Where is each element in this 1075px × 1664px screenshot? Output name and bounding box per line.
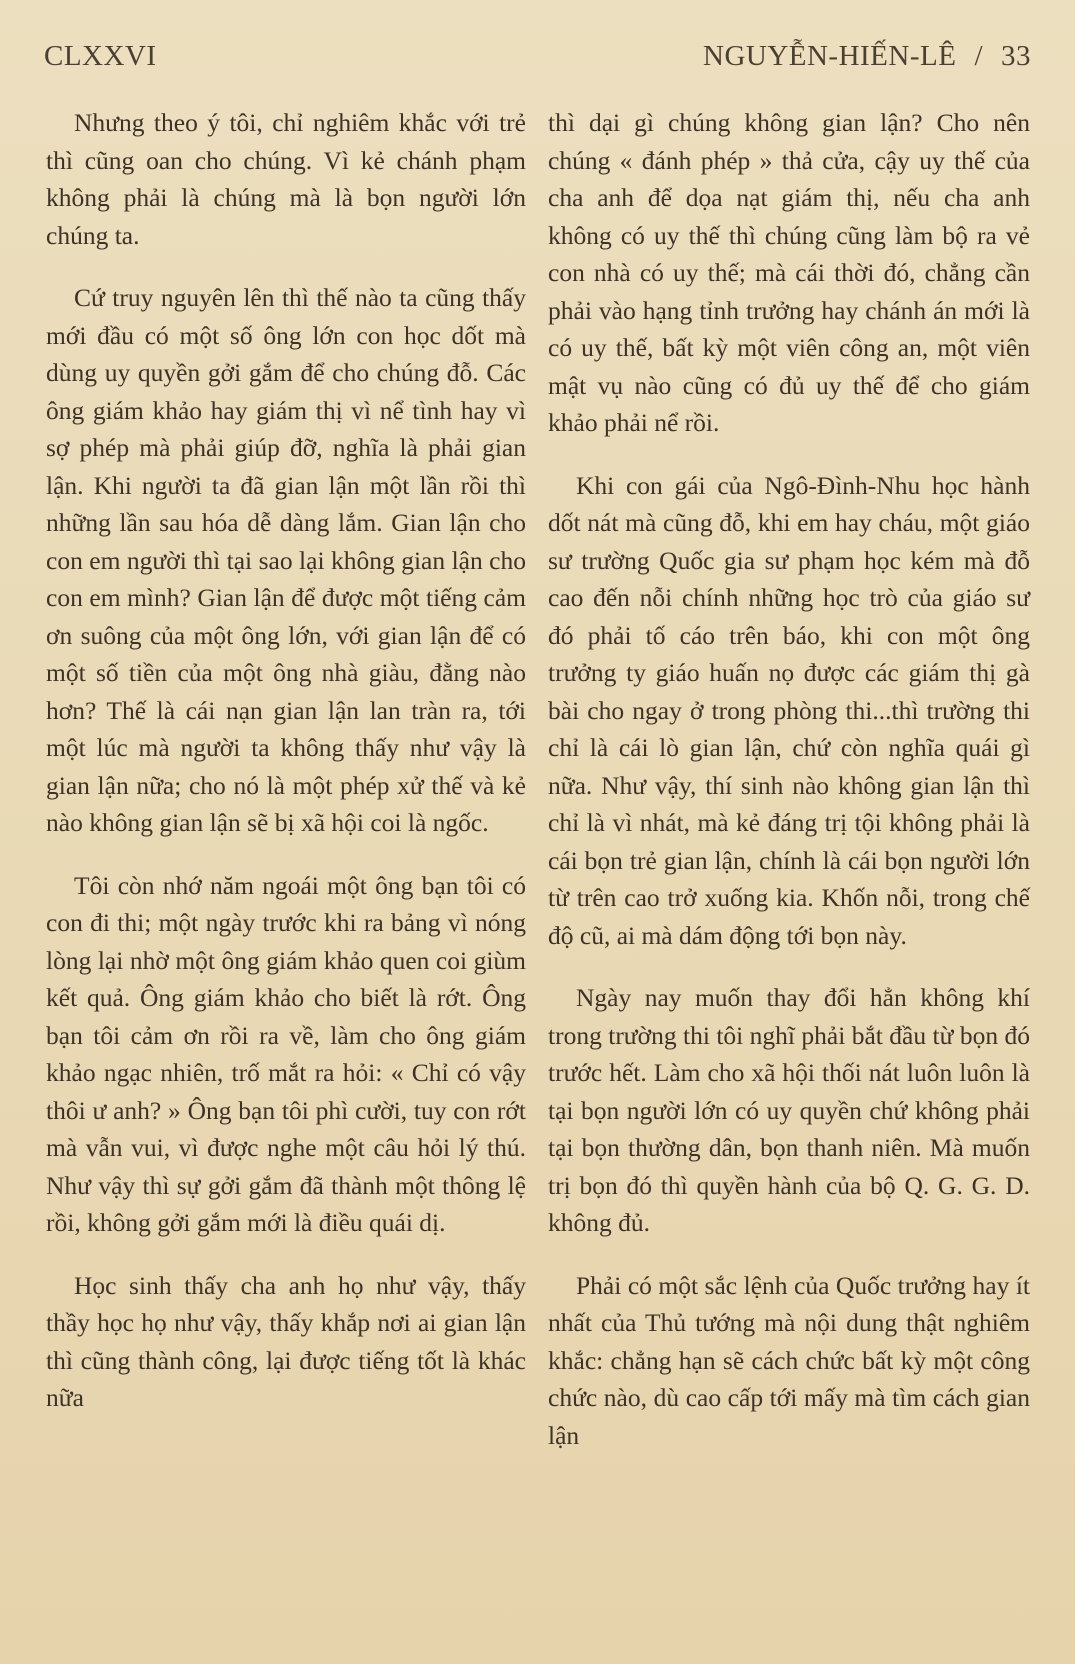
author-name: NGUYỄN-HIẾN-LÊ (703, 39, 957, 72)
paragraph: Khi con gái của Ngô-Đình-Nhu học hành dốt nát mà cũng đỗ, khi em hay cháu, một giáo sư trường Quốc gia sư phạm học kém mà đỗ cao đến nỗi chính những học trò của giáo sư đó phải tố cáo trên báo, khi con một ông trưởng ty giáo huấn nọ được các giám thị gà bài cho ngay ở trong phòng thi...thì trường thi chỉ là cái lò gian lận, chứ còn nghĩa quái gì nữa. Như vậy, thí sinh nào không gian lận thì chỉ là vì nhát, mà kẻ đáng trị tội không phải là cái bọn trẻ gian lận, chính là cái bọn người lớn từ trên cao trở xuống kia. Khốn nỗi, trong chế độ cũ, ai mà dám động tới bọn này. (548, 470, 1030, 950)
paragraph-continued: thì dại gì chúng không gian lận? Cho nên chúng « đánh phép » thả cửa, cậy uy thế của cha anh để dọa nạt giám thị, nếu cha anh không có uy thế thì chúng cũng làm bộ ra vẻ con nhà có uy thế; mà cái thời đó, chẳng cần phải vào hạng tỉnh trưởng hay chánh án mới là có uy thế, bất kỳ một viên công an, một viên mật vụ nào cũng có đủ uy thế để cho giám khảo phải nể rồi. (548, 108, 1030, 437)
page-number: 33 (1001, 39, 1031, 72)
header-separator: / (974, 39, 983, 72)
running-header (44, 36, 1031, 76)
paragraph: Tôi còn nhớ năm ngoái một ông bạn tôi có con đi thi; một ngày trước khi ra bảng vì nóng lòng lại nhờ một ông giám khảo quen coi giùm kết quả. Ông giám khảo cho biết là rớt. Ông bạn tôi cảm ơn rồi ra về, làm cho ông giám khảo ngạc nhiên, trố mắt ra hỏi: « Chỉ có vậy thôi ư anh? » Ông bạn tôi phì cười, tuy con rớt mà vẫn vui, vì được nghe một câu hỏi lý thú. Như vậy thì sự gởi gắm đã thành một thông lệ rồi, không gởi gắm mới là điều quái dị. (46, 870, 526, 1237)
paragraph: Nhưng theo ý tôi, chỉ nghiêm khắc với trẻ thì cũng oan cho chúng. Vì kẻ chánh phạm không phải là chúng mà là bọn người lớn chúng ta. (46, 108, 526, 250)
paragraph: Ngày nay muốn thay đổi hẳn không khí trong trường thi tôi nghĩ phải bắt đầu từ bọn đó trước hết. Làm cho xã hội thối nát luôn luôn là tại bọn người lớn có uy quyền chứ không phải tại bọn thường dân, bọn thanh niên. Mà muốn trị bọn đó thì quyền hành của bộ Q. G. G. D. không đủ. (548, 983, 1030, 1237)
right-column (548, 104, 1030, 1664)
left-column (46, 104, 526, 1664)
paragraph: Học sinh thấy cha anh họ như vậy, thấy thầy học họ như vậy, thấy khắp nơi ai gian lận thì cũng thành công, lại được tiếng tốt là khác nữa (46, 1270, 526, 1412)
paragraph: Cứ truy nguyên lên thì thế nào ta cũng thấy mới đầu có một số ông lớn con học dốt mà dùng uy quyền gởi gắm để cho chúng đỗ. Các ông giám khảo hay giám thị vì nể tình hay vì sợ phép mà phải giúp đỡ, nghĩa là phải gian lận. Khi người ta đã gian lận một lần rồi thì những lần sau hóa dễ dàng lắm. Gian lận cho con em người thì tại sao lại không gian lận cho con em mình? Gian lận để được một tiếng cảm ơn suông của một ông lớn, với gian lận để có một số tiền của một ông nhà giàu, đằng nào hơn? Thế là cái nạn gian lận lan tràn ra, tới một lúc mà người ta không thấy như vậy là gian lận nữa; cho nó là một phép xử thế và kẻ nào không gian lận sẽ bị xã hội coi là ngốc. (46, 283, 526, 837)
chapter-number: CLXXVI (44, 39, 157, 72)
header-right (703, 40, 1031, 73)
paragraph: Phải có một sắc lệnh của Quốc trưởng hay ít nhất của Thủ tướng mà nội dung thật nghiêm khắc: chẳng hạn sẽ cách chức bất kỳ một công chức nào, dù cao cấp tới mấy mà tìm cách gian lận (548, 1270, 1030, 1450)
